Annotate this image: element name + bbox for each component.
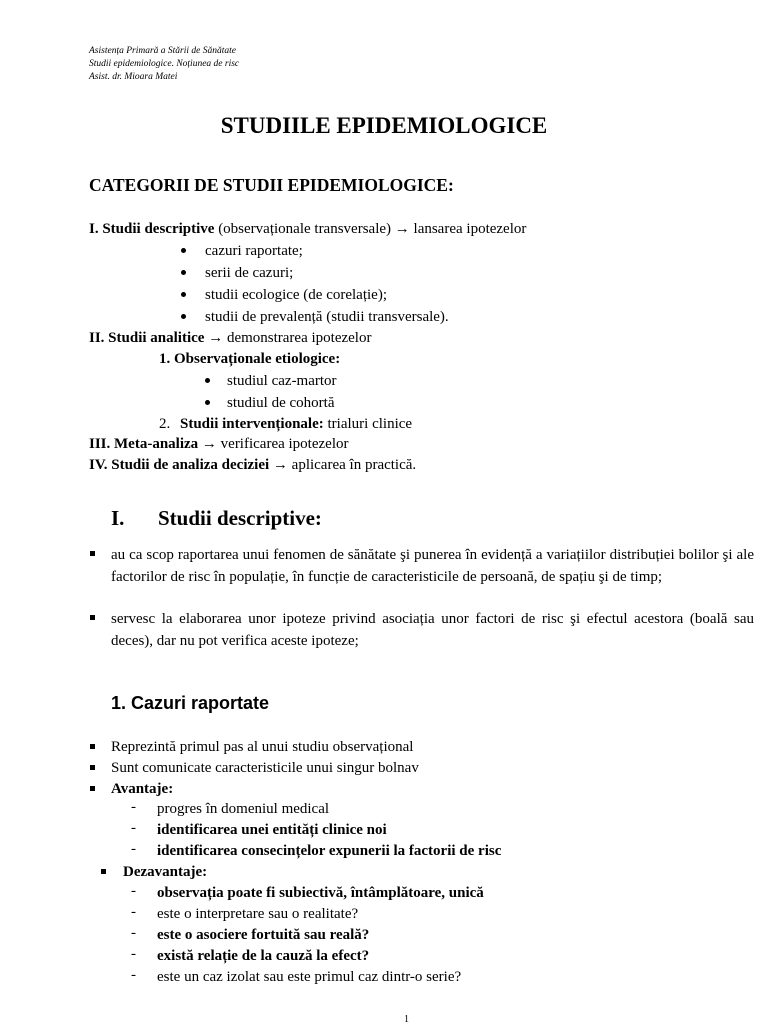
disadvantage-item: este o interpretare sau o realitate? [157,906,359,922]
sub-category-2 [159,414,412,434]
list-item: serii de cazuri; [205,265,294,281]
list-item: studiul de cohortă [227,395,335,411]
sub-category-2-desc: trialuri clinice [323,416,413,432]
header-line-1: Asistența Primară a Stării de Sănătate [89,46,236,56]
dash-marker: - [131,799,136,815]
category-3 [89,434,349,454]
square-bullet-icon [90,786,95,791]
page-title: STUDIILE EPIDEMIOLOGICE [220,113,548,138]
advantage-item: identificarea unei entități clinice noi [157,822,387,838]
category-1-title: I. Studii descriptive [89,221,215,237]
page-number: 1 [404,1014,409,1025]
category-1-desc: (observaționale transversale) → lansarea ipotezelor [214,221,527,237]
bullet-dot-icon [181,292,186,297]
dash-marker: - [131,946,136,962]
sub-category-1: 1. Observaționale etiologice: [159,351,341,367]
square-bullet-icon [90,765,95,770]
sub-category-2-number: 2. [159,416,171,432]
square-bullet-icon [101,869,106,874]
category-3-desc: → verificarea ipotezelor [198,436,349,452]
category-4 [89,455,416,475]
square-bullet-icon [90,744,95,749]
paragraph-bullet: au ca scop raportarea unui fenomen de sănătate şi punerea în evidență a variațiilor distribuției bolilor şi ale factorilor de risc în populație, în funcție de caracteristicile de persoană, de spațiu şi de timp; [111,547,754,585]
bullet-dot-icon [205,400,210,405]
advantage-item: progres în domeniul medical [157,801,330,817]
advantage-item: identificarea consecințelor expunerii la factorii de risc [157,843,502,859]
document-header [89,45,239,84]
category-4-desc: → aplicarea în practică. [269,457,417,473]
category-1 [89,219,526,239]
header-line-2: Studii epidemiologice. Noțiunea de risc [89,59,240,69]
bullet-dot-icon [181,314,186,319]
category-2 [89,328,371,348]
paragraph-bullet: servesc la elaborarea unor ipoteze privind asociația unor factori de risc şi efectul acestora (boală sau deces), dar nu pot verifica aceste ipoteze; [111,611,754,649]
bullet-dot-icon [205,378,210,383]
category-2-desc: → demonstrarea ipotezelor [204,330,372,346]
list-item: studii ecologice (de corelație); [205,287,387,303]
section-title: Studii descriptive: [158,506,322,530]
list-item: studiul caz-martor [227,373,337,389]
dash-marker: - [131,904,136,920]
disadvantage-item: este un caz izolat sau este primul caz dintr-o serie? [157,969,462,985]
bullet-dot-icon [181,248,186,253]
bullet-dot-icon [181,270,186,275]
subsection-title: 1. Cazuri raportate [111,693,270,713]
dash-marker: - [131,925,136,941]
header-line-3: Asist. dr. Mioara Matei [89,72,178,82]
dash-marker: - [131,967,136,983]
category-4-title: IV. Studii de analiza deciziei [89,457,270,473]
dash-marker: - [131,820,136,836]
dash-marker: - [131,883,136,899]
dash-marker: - [131,841,136,857]
disadvantage-item: există relație de la cauză la efect? [157,948,370,964]
square-bullet-icon [90,615,95,620]
section-number: I. [111,506,125,530]
list-item: cazuri raportate; [205,243,303,259]
list-item: Reprezintă primul pas al unui studiu observațional [111,739,414,755]
disadvantage-item: observația poate fi subiectivă, întâmplătoare, unică [157,885,484,901]
disadvantages-label: Dezavantaje: [123,864,208,880]
categories-heading: CATEGORII DE STUDII EPIDEMIOLOGICE: [89,175,454,195]
list-item: Sunt comunicate caracteristicile unui singur bolnav [111,760,419,776]
sub-category-2-title: Studii intervenționale: [180,416,324,432]
category-2-title: II. Studii analitice [89,330,205,346]
disadvantage-item: este o asociere fortuită sau reală? [157,927,370,943]
category-3-title: III. Meta-analiza [89,436,199,452]
square-bullet-icon [90,551,95,556]
advantages-label: Avantaje: [111,781,174,797]
list-item: studii de prevalență (studii transversale). [205,309,449,325]
